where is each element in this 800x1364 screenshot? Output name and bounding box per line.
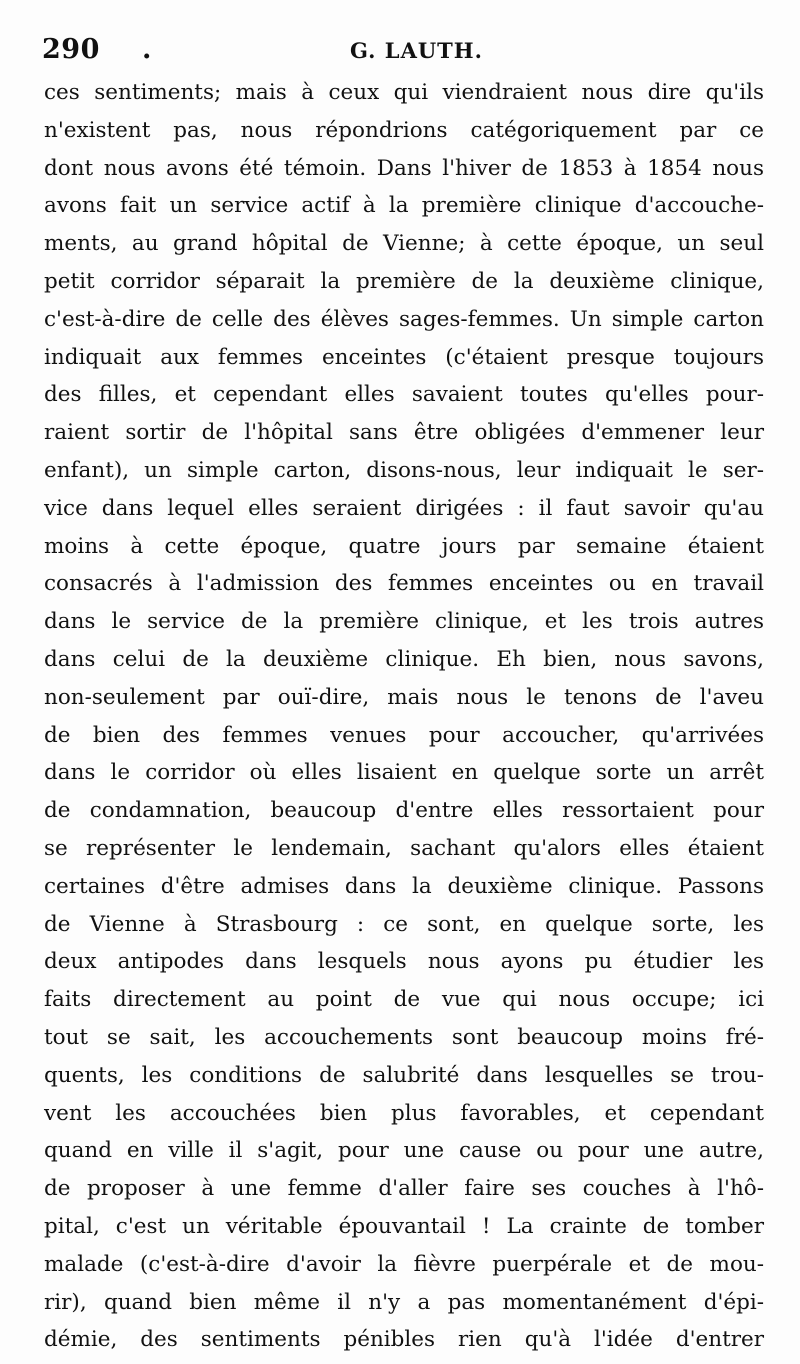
text-line: non-seulement par ouï-dire, mais nous le tenons de l'aveu [44, 684, 764, 710]
page-header [42, 34, 762, 70]
text-line: dans le service de la première clinique, et les trois autres [44, 609, 764, 635]
text-line: de bien des femmes venues pour accoucher, qu'arrivées [44, 722, 764, 748]
page-number: 290 [42, 34, 100, 65]
text-line: raient sortir de l'hôpital sans être obligées d'emmener leur [44, 420, 764, 446]
text-line: des filles, et cependant elles savaient toutes qu'elles pour- [44, 382, 764, 408]
text-line: quents, les conditions de salubrité dans lesquelles se trou- [44, 1062, 764, 1088]
body-text [44, 74, 764, 1359]
text-line: se représenter le lendemain, sachant qu'alors elles étaient [44, 835, 764, 861]
text-line: dont nous avons été témoin. Dans l'hiver de 1853 à 1854 nous [44, 155, 764, 181]
text-line: avons fait un service actif à la première clinique d'accouche- [44, 193, 764, 219]
text-line: quand en ville il s'agit, pour une cause ou pour une autre, [44, 1138, 764, 1164]
text-line: n'existent pas, nous répondrions catégoriquement par ce [44, 117, 764, 143]
text-line: ments, au grand hôpital de Vienne; à cette époque, un seul [44, 231, 764, 257]
text-line: dans le corridor où elles lisaient en quelque sorte un arrêt [44, 760, 764, 786]
text-line: rir), quand bien même il n'y a pas momentanément d'épi- [44, 1289, 764, 1315]
text-line: tout se sait, les accouchements sont beaucoup moins fré- [44, 1024, 764, 1050]
text-line: indiquait aux femmes enceintes (c'étaient presque toujours [44, 344, 764, 370]
text-line: malade (c'est-à-dire d'avoir la fièvre puerpérale et de mou- [44, 1251, 764, 1277]
text-line: petit corridor séparait la première de la deuxième clinique, [44, 268, 764, 294]
text-line: c'est-à-dire de celle des élèves sages-femmes. Un simple carton [44, 306, 764, 332]
running-head: G. LAUTH. [350, 38, 483, 63]
text-line: dans celui de la deuxième clinique. Eh bien, nous savons, [44, 646, 764, 672]
text-line: de proposer à une femme d'aller faire ses couches à l'hô- [44, 1176, 764, 1202]
text-line: deux antipodes dans lesquels nous ayons pu étudier les [44, 949, 764, 975]
text-line: de condamnation, beaucoup d'entre elles ressortaient pour [44, 798, 764, 824]
text-line: démie, des sentiments pénibles rien qu'à l'idée d'entrer [44, 1327, 764, 1353]
text-line: ces sentiments; mais à ceux qui viendraient nous dire qu'ils [44, 80, 764, 105]
text-line: vent les accouchées bien plus favorables, et cependant [44, 1100, 764, 1126]
text-line: vice dans lequel elles seraient dirigées : il faut savoir qu'au [44, 495, 764, 521]
text-line: moins à cette époque, quatre jours par semaine étaient [44, 533, 764, 559]
text-line: de Vienne à Strasbourg : ce sont, en quelque sorte, les [44, 911, 764, 937]
text-line: enfant), un simple carton, disons-nous, leur indiquait le ser- [44, 457, 764, 483]
text-line: faits directement au point de vue qui nous occupe; ici [44, 987, 764, 1013]
text-line: pital, c'est un véritable épouvantail ! La crainte de tomber [44, 1213, 764, 1239]
header-separator: . [142, 34, 152, 65]
text-line: consacrés à l'admission des femmes enceintes ou en travail [44, 571, 764, 597]
text-line: certaines d'être admises dans la deuxième clinique. Passons [44, 873, 764, 899]
